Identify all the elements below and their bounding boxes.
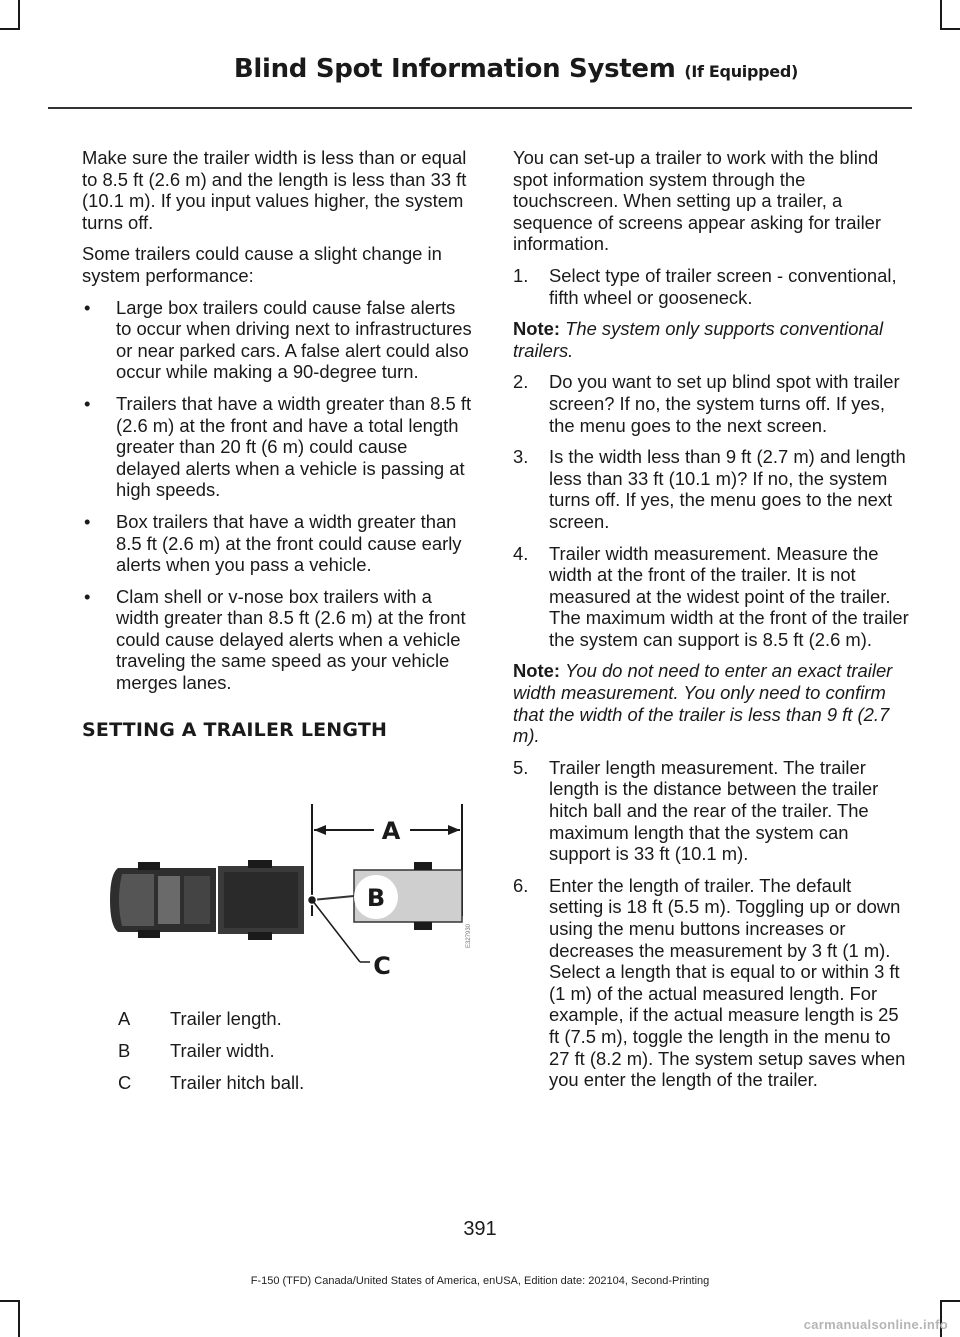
truck-icon xyxy=(110,860,304,940)
step-list xyxy=(513,265,909,308)
step-item xyxy=(513,446,909,532)
note xyxy=(513,318,909,361)
crop-mark xyxy=(18,0,20,30)
step-number: 5. xyxy=(513,756,529,778)
step-text: Do you want to set up blind spot with trailer screen? If no, the system turns off. If yes, the menu goes to the next screen. xyxy=(549,371,900,436)
header-subtitle: (If Equipped) xyxy=(684,62,798,81)
left-intro: Make sure the trailer width is less than or equal to 8.5 ft (2.6 m) and the length is less than 33 ft (10.1 m). If you input values higher, the system turns off. xyxy=(82,147,467,233)
legend-row xyxy=(118,1040,304,1072)
step-number: 1. xyxy=(513,264,529,286)
step-text: Trailer width measurement. Measure the width at the front of the trailer. It is not measured at the widest point of the trailer. The maximum width at the front of the trailer the system can support is 8.5 ft (2.6 m). xyxy=(549,542,909,650)
list-item xyxy=(82,393,474,501)
step-item xyxy=(513,265,909,308)
list-item xyxy=(82,511,474,576)
legend-text: Trailer hitch ball. xyxy=(170,1072,305,1093)
watermark: carmanualsonline.info xyxy=(803,1317,948,1332)
trailer-diagram xyxy=(98,796,474,992)
bullet-mark: • xyxy=(84,510,91,532)
bullet-text: Large box trailers could cause false alerts to occur when driving next to infrastructures or near parked cars. A false alert could also occur while making a 90-degree turn. xyxy=(116,296,472,383)
note-text: The system only supports conventional trailers. xyxy=(513,318,884,361)
crop-mark xyxy=(940,0,942,30)
bullet-mark: • xyxy=(84,296,91,318)
legend-row xyxy=(118,1072,304,1104)
bullet-mark: • xyxy=(84,585,91,607)
legend-key: B xyxy=(118,1040,131,1061)
bullet-mark: • xyxy=(84,392,91,414)
header-rule xyxy=(48,107,912,109)
step-list xyxy=(513,757,909,1091)
bullet-list xyxy=(82,297,474,694)
crop-mark xyxy=(940,1300,960,1302)
arrowhead-left xyxy=(314,825,326,835)
legend-row xyxy=(118,1008,304,1040)
arrowhead-right xyxy=(448,825,460,835)
list-item xyxy=(82,297,474,383)
list-item xyxy=(82,586,474,694)
page-number: 391 xyxy=(463,1218,497,1240)
figure-code: E327930 xyxy=(466,923,472,948)
note xyxy=(513,660,909,746)
label-b: B xyxy=(366,884,386,912)
page-header xyxy=(234,54,798,84)
header-title: Blind Spot Information System xyxy=(233,54,676,84)
bullet-text: Clam shell or v-nose box trailers with a width greater than 8.5 ft (2.6 m) at the front could cause delayed alerts when a vehicle traveling the same speed as your vehicle merges lanes. xyxy=(116,585,466,694)
bullet-text: Box trailers that have a width greater than 8.5 ft (2.6 m) at the front could cause early alerts when you pass a vehicle. xyxy=(116,510,462,576)
section-heading: SETTING A TRAILER LENGTH xyxy=(82,718,388,741)
right-intro: You can set-up a trailer to work with the blind spot information system through the touchscreen. When setting up a trailer, a sequence of screens appear asking for trailer information. xyxy=(513,147,882,255)
crop-mark xyxy=(0,28,20,30)
step-item xyxy=(513,757,909,865)
bullet-text: Trailers that have a width greater than 8.5 ft (2.6 m) at the front and have a total length greater than 20 ft (6 m) could cause delayed alerts when a vehicle is passing at high speeds. xyxy=(116,392,472,501)
footer-text: F-150 (TFD) Canada/United States of America, enUSA, Edition date: 202104, Second-Printing xyxy=(250,1275,710,1287)
legend-text: Trailer width. xyxy=(170,1040,275,1061)
legend-key: C xyxy=(118,1072,132,1093)
step-text: Select type of trailer screen - conventional, fifth wheel or gooseneck. xyxy=(549,264,897,308)
crop-mark xyxy=(940,28,960,30)
figure-legend xyxy=(118,1008,304,1104)
left-column xyxy=(82,147,474,741)
note-label: Note: xyxy=(513,318,560,340)
legend-text: Trailer length. xyxy=(170,1008,282,1029)
crop-mark xyxy=(18,1300,20,1337)
crop-mark xyxy=(0,1300,20,1302)
step-item xyxy=(513,875,909,1091)
left-lead: Some trailers could cause a slight change in system performance: xyxy=(82,243,442,286)
note-label: Note: xyxy=(513,660,560,682)
label-c: C xyxy=(373,952,391,980)
step-number: 3. xyxy=(513,446,529,468)
step-text: Enter the length of trailer. The default setting is 18 ft (5.5 m). Toggling up or down using the menu buttons increases or decreases the measurement by 3 ft (1 m). Select a length that is equal to or within 3 ft (1 m) of the actual measured length. For example, if the actual measure length is 25 ft (7.5 m), toggle the length in the menu to 27 ft (8.2 m). The system setup saves when you enter the length of the trailer. xyxy=(549,874,906,1091)
right-column xyxy=(513,147,909,1101)
step-item xyxy=(513,543,909,651)
step-number: 6. xyxy=(513,874,529,896)
step-number: 4. xyxy=(513,542,529,564)
note-text: You do not need to enter an exact trailer width measurement. You only need to confirm that the width of the trailer is less than 9 ft (2.7 m). xyxy=(513,660,893,747)
step-text: Is the width less than 9 ft (2.7 m) and length less than 33 ft (10.1 m)? If no, the system turns off. If yes, the menu goes to the next screen. xyxy=(549,446,906,532)
step-list xyxy=(513,371,909,650)
step-text: Trailer length measurement. The trailer length is the distance between the trailer hitch ball and the rear of the trailer. The maximum length that the system can support is 33 ft (10.1 m). xyxy=(549,756,879,865)
step-number: 2. xyxy=(513,371,529,393)
label-a: A xyxy=(381,817,401,845)
legend-key: A xyxy=(118,1008,131,1029)
leader-line-c xyxy=(312,900,360,962)
step-item xyxy=(513,371,909,436)
